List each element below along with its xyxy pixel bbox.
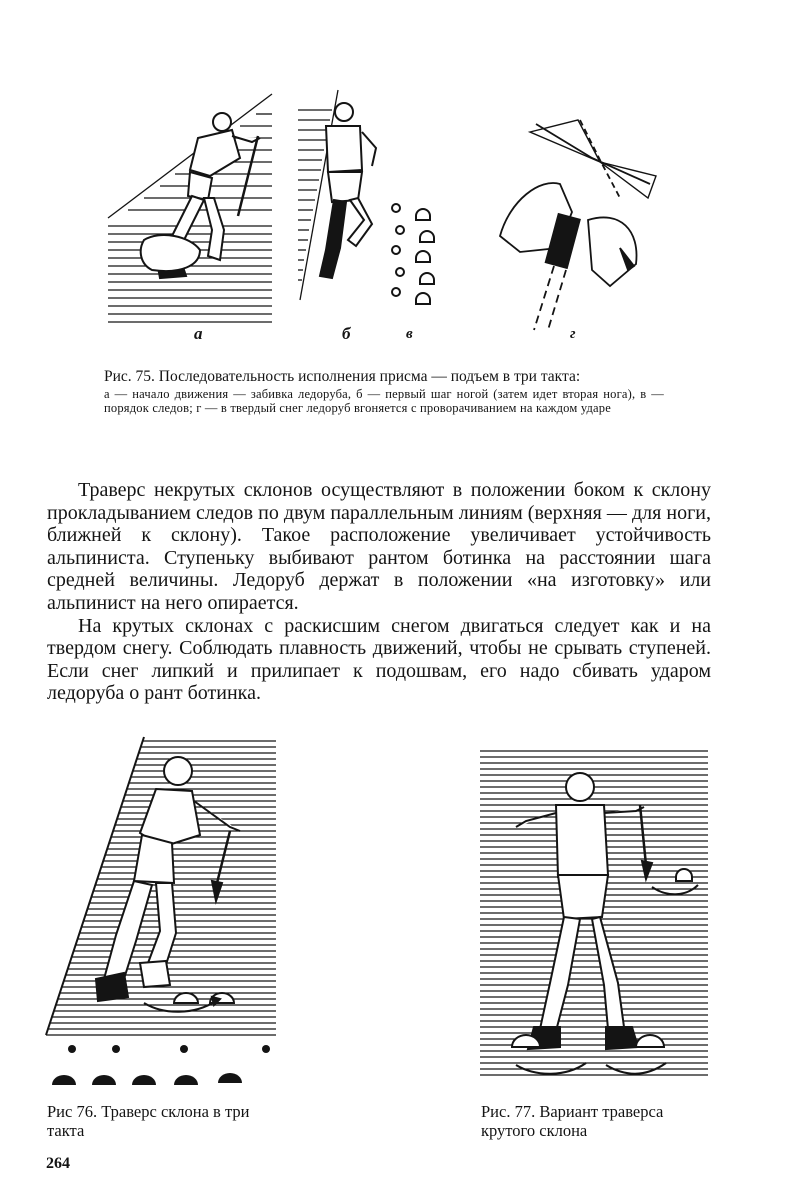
figure-76-steps: [144, 993, 234, 1012]
paragraph-1: Траверс некрутых склонов осуществляют в положении боком к склону прокладыванием следов по двум параллельным линиям (верхняя — для ноги, ближней к склону). Такое расположение увеличивает устойчивость альпиниста. Ступеньку выбивают рантом ботинка на расстоянии шага средней величины. Ледоруб держат в положении «на изготовку» или альпинист на него опирается.: [47, 479, 711, 614]
figure-75a-climber: [141, 113, 260, 278]
figure-77: [476, 747, 712, 1083]
figure-77-climber: [516, 773, 652, 1049]
body-text: [47, 479, 711, 705]
figure-76-caption: Рис 76. Траверс склона в три такта: [47, 1102, 250, 1140]
figure-75-label-g: г: [570, 326, 576, 342]
figure-75-caption-legend: а — начало движения — забивка ледоруба, б — первый шаг ногой (затем идет вторая нога), в — порядок следов; г — в твердый снег ледоруб вгоняется с проворачиванием на каждом ударе: [104, 387, 664, 415]
figure-76-footstep-pattern: [52, 1045, 270, 1085]
figure-75-label-v: в: [406, 326, 413, 342]
figure-75-caption-main: Рис. 75. Последовательность исполнения присма — подъем в три такта:: [104, 368, 581, 385]
paragraph-2: На крутых склонах с раскисшим снегом двигаться следует как и на твердом снегу. Соблюдать плавность движений, чтобы не срывать ступеней. Если снег липкий и прилипает к подошвам, его надо сбивать ударом ледоруба о рант ботинка.: [47, 614, 711, 705]
figure-76-slope-edge: [46, 737, 144, 1035]
figure-76: [44, 735, 280, 1093]
figure-75-caption: [104, 368, 664, 415]
figure-75v-footsteps: [392, 204, 434, 304]
figure-75g-axe: [500, 120, 656, 330]
figure-75b-climber: [320, 103, 376, 278]
page-number: 264: [46, 1155, 70, 1172]
figure-75-label-b: б: [342, 324, 351, 343]
figure-75-label-a: а: [194, 324, 203, 343]
figure-75: [100, 80, 680, 343]
figure-77-caption: Рис. 77. Вариант траверса крутого склона: [481, 1102, 664, 1140]
